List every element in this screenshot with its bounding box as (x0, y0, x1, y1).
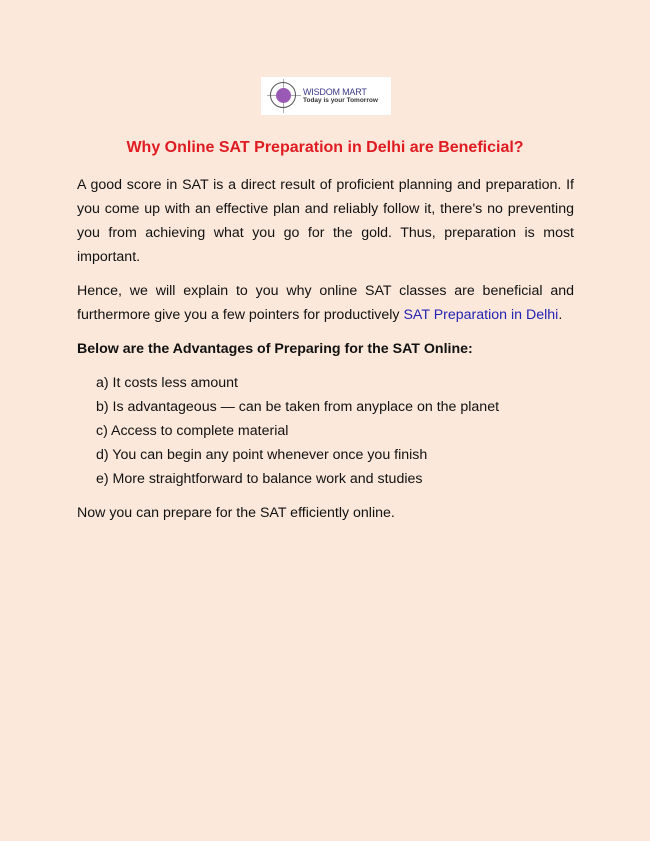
logo-text (303, 88, 378, 105)
logo-tagline: Today is your Tomorrow (303, 96, 378, 104)
explanation-text: Hence, we will explain to you why online SAT classes are beneficial and furthermore give you a few pointers for productively (77, 283, 574, 323)
list-item: e) More straightforward to balance work and studies (96, 471, 423, 487)
page-title: Why Online SAT Preparation in Delhi are Beneficial? (126, 139, 524, 156)
intro-paragraph: A good score in SAT is a direct result of proficient planning and preparation. If you come up with an effective plan and reliably follow it, there's no preventing you from achieving what you go for the gold. Thus, preparation is most important. (77, 177, 574, 265)
list-item: b) Is advantageous — can be taken from anyplace on the planet (96, 399, 500, 415)
crosshair-circle-icon (267, 79, 301, 113)
explanation-end: . (558, 307, 563, 323)
wisdom-mart-logo (261, 77, 391, 115)
advantages-heading: Below are the Advantages of Preparing for the SAT Online: (77, 341, 473, 357)
advantages-list (77, 371, 574, 491)
logo-name: WISDOM MART (303, 86, 367, 97)
list-item: d) You can begin any point whenever once you finish (96, 447, 428, 463)
closing-paragraph: Now you can prepare for the SAT efficiently online. (77, 505, 395, 521)
list-item: c) Access to complete material (96, 423, 289, 439)
explanation-paragraph (77, 279, 574, 327)
sat-preparation-delhi-link[interactable]: SAT Preparation in Delhi (403, 307, 559, 323)
list-item: a) It costs less amount (96, 375, 238, 391)
document-body (77, 173, 574, 535)
